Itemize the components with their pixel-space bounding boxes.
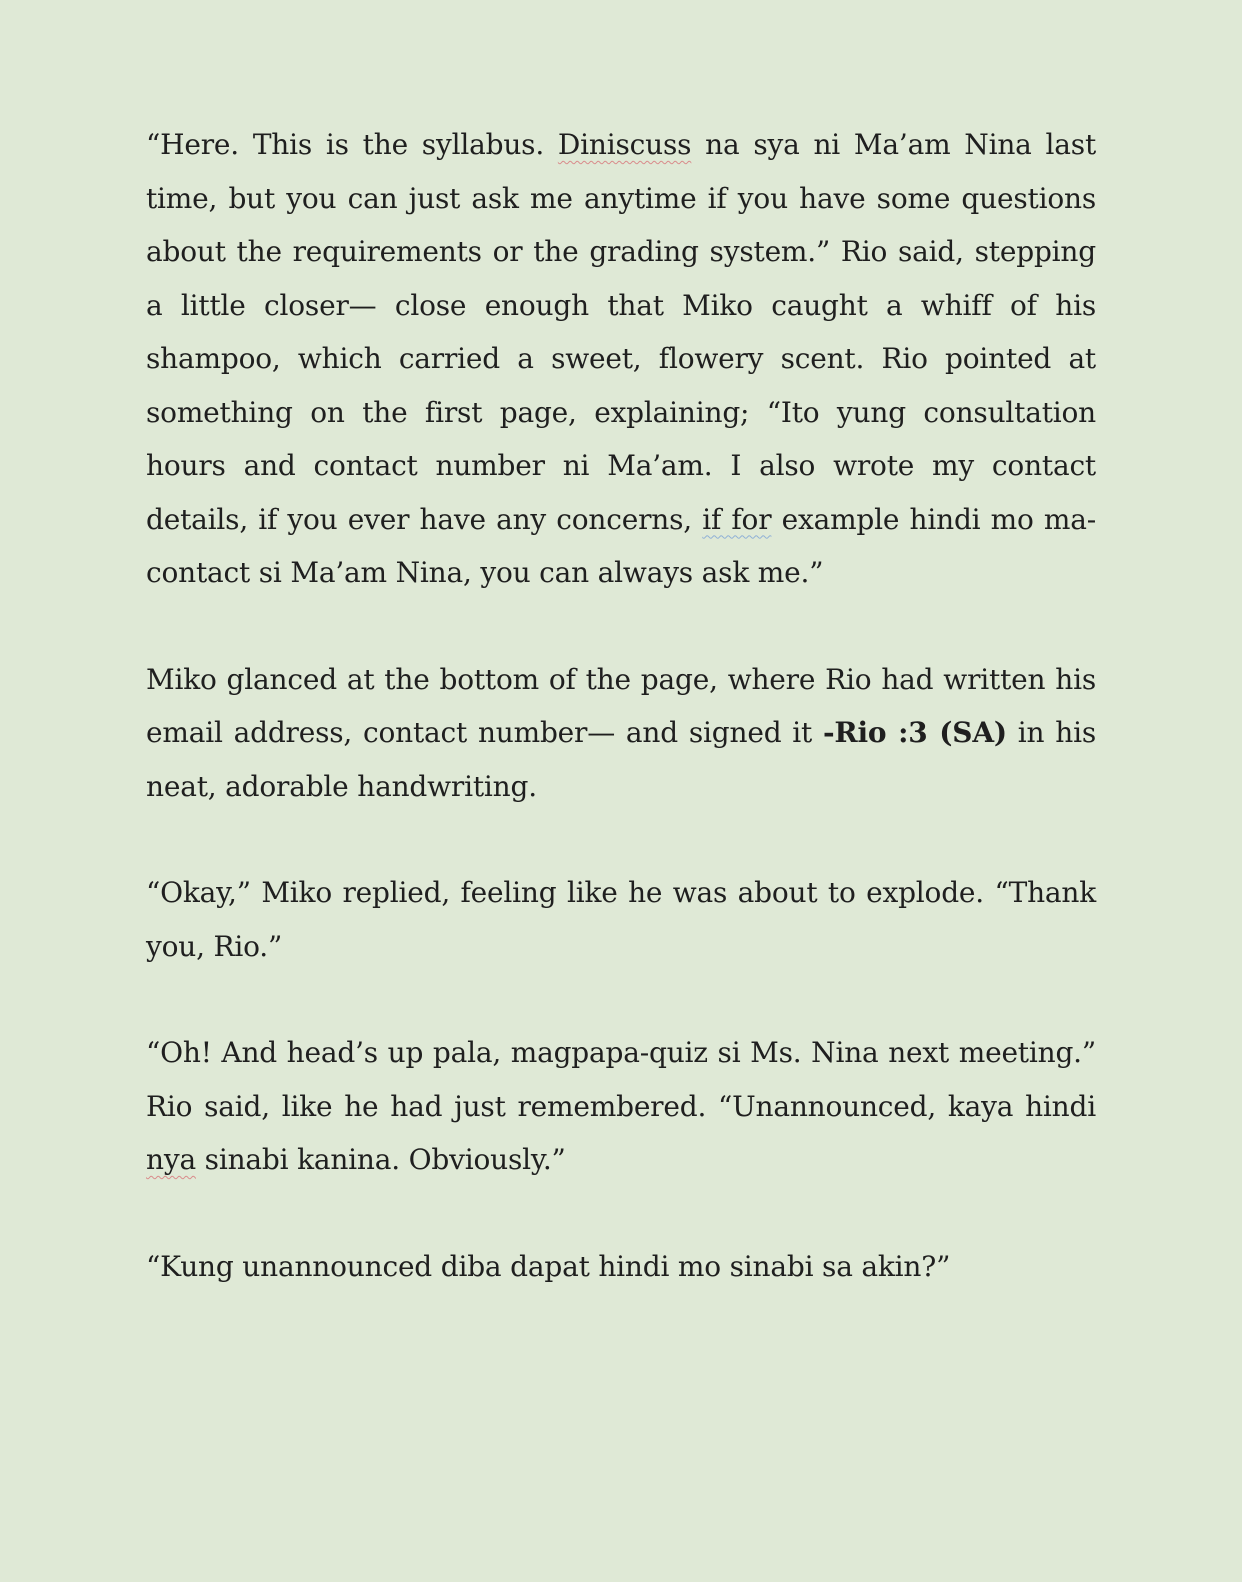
paragraph-quiz[interactable]	[146, 1026, 1096, 1187]
spelling-error-word[interactable]: nya	[146, 1143, 196, 1176]
paragraph-signature[interactable]	[146, 653, 1096, 814]
text-run: “Oh! And head’s up pala, magpapa-quiz si Ms. Nina next meeting.” Rio said, like he had just remembered. “Unannounced, kaya hindi	[146, 1036, 1096, 1123]
paragraph-unannounced[interactable]	[146, 1240, 1096, 1294]
grammar-suggestion-phrase[interactable]: if for	[702, 502, 772, 536]
text-run: example hindi mo ma-contact si Ma’am Nina, you can always ask me.”	[146, 502, 1097, 589]
text-run: in his neat, adorable handwriting.	[146, 716, 1097, 803]
text-run: “Okay,” Miko replied, feeling like he was about to explode. “Thank you, Rio.”	[146, 876, 1096, 963]
spelling-error-word[interactable]: Diniscuss	[557, 128, 692, 161]
bold-signature-text: -Rio :3 (SA)	[822, 716, 1007, 749]
text-run: na sya ni Ma’am Nina last time, but you can just ask me anytime if you have some questions about the requirements or the grading system.” Rio said, stepping a little closer— close enough that Miko caught a whiff of his shampoo, which carried a sweet, flowery scent. Rio pointed at something on the first page, explaining; “Ito yung consultation hours and contact number ni Ma’am. I also wrote my contact details, if you ever have any concerns,	[146, 128, 1096, 536]
paragraph-syllabus[interactable]	[146, 118, 1096, 600]
text-run: “Kung unannounced diba dapat hindi mo sinabi sa akin?”	[146, 1249, 951, 1283]
paragraph-okay[interactable]	[146, 866, 1096, 973]
text-run: “Here. This is the syllabus.	[146, 128, 558, 161]
document-body	[146, 118, 1096, 1293]
text-run: Miko glanced at the bottom of the page, where Rio had written his email address, contact number— and signed it	[146, 662, 1096, 749]
text-run: sinabi kanina. Obviously.”	[195, 1143, 566, 1176]
